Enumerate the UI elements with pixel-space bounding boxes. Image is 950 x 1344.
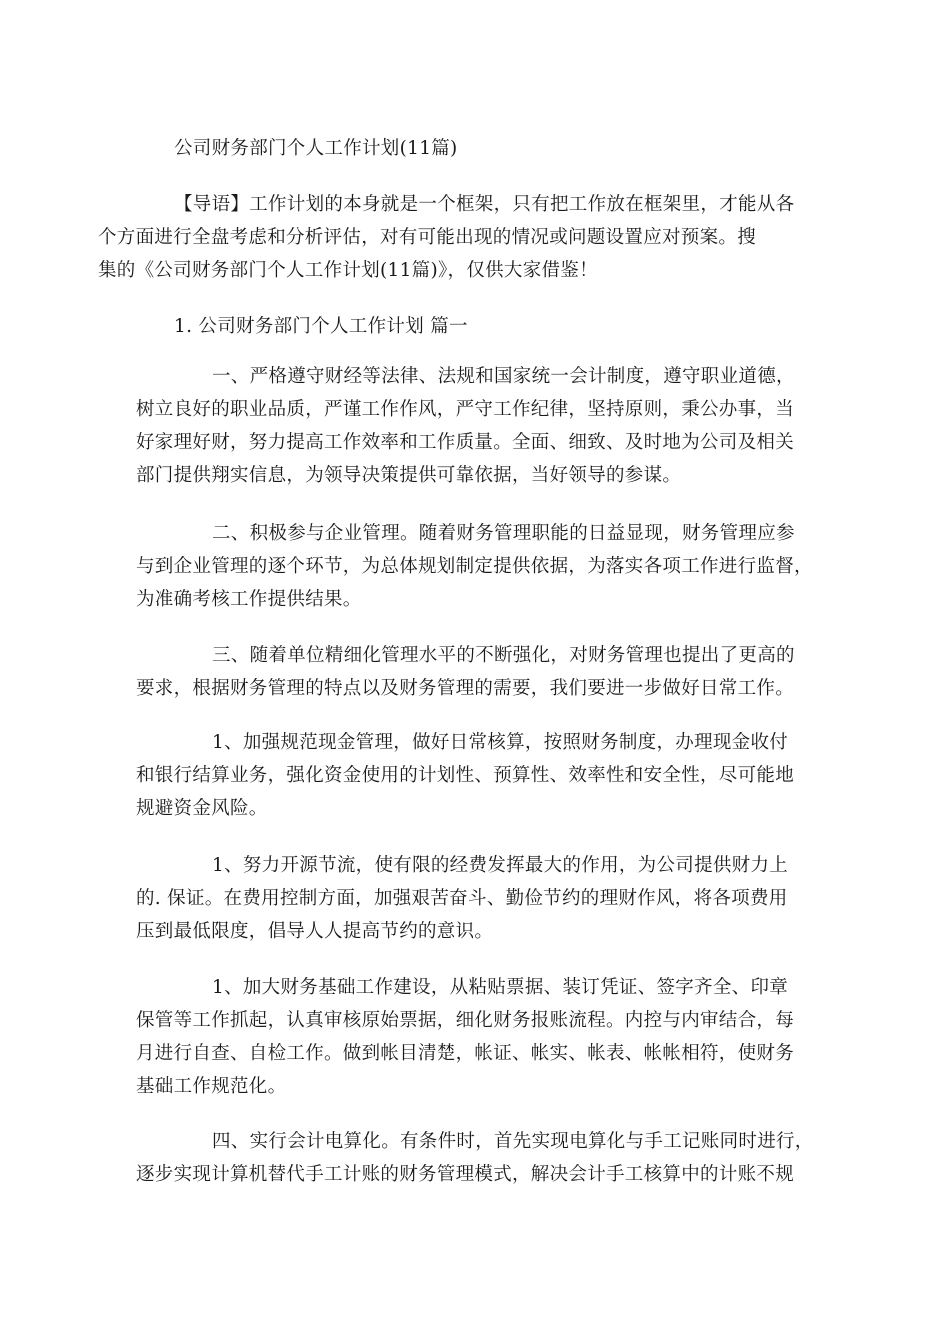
intro-paragraph	[98, 188, 816, 287]
paragraph-line: 二、积极参与企业管理。随着财务管理职能的日益显现，财务管理应参	[212, 523, 795, 544]
paragraph-1	[136, 360, 816, 492]
paragraph-3	[136, 639, 816, 705]
paragraph-4	[136, 726, 816, 825]
paragraph-line: 逐步实现计算机替代手工计账的财务管理模式，解决会计手工核算中的计账不规	[136, 1164, 795, 1185]
intro-line: 个方面进行全盘考虑和分析评估，对有可能出现的情况或问题设置应对预案。搜	[98, 227, 757, 248]
paragraph-line: 保管等工作抓起，认真审核原始票据，细化财务报账流程。内控与内审结合，每	[136, 1010, 795, 1031]
paragraph-line: 的. 保证。在费用控制方面，加强艰苦奋斗、勤俭节约的理财作风，将各项费用	[136, 888, 788, 909]
paragraph-line: 1、加强规范现金管理，做好日常核算，按照财务制度，办理现金收付	[212, 732, 789, 753]
paragraph-line: 为准确考核工作提供结果。	[136, 589, 362, 610]
paragraph-5	[136, 849, 816, 948]
paragraph-line: 要求，根据财务管理的特点以及财务管理的需要，我们要进一步做好日常工作。	[136, 678, 795, 699]
document-title: 公司财务部门个人工作计划(11篇)	[174, 138, 458, 159]
paragraph-line: 1、加大财务基础工作建设，从粘贴票据、装订凭证、签字齐全、印章	[212, 977, 789, 998]
paragraph-line: 基础工作规范化。	[136, 1076, 287, 1097]
paragraph-line: 与到企业管理的逐个环节，为总体规划制定提供依据，为落实各项工作进行监督，	[136, 556, 813, 577]
paragraph-line: 一、严格遵守财经等法律、法规和国家统一会计制度，遵守职业道德，	[212, 366, 795, 387]
paragraph-line: 月进行自查、自检工作。做到帐目清楚，帐证、帐实、帐表、帐帐相符，使财务	[136, 1043, 795, 1064]
paragraph-line: 三、随着单位精细化管理水平的不断强化，对财务管理也提出了更高的	[212, 645, 795, 666]
paragraph-line: 规避资金风险。	[136, 798, 268, 819]
intro-line: 集的《公司财务部门个人工作计划(11篇)》，仅供大家借鉴！	[98, 260, 598, 281]
intro-line: 【导语】工作计划的本身就是一个框架，只有把工作放在框架里，才能从各	[174, 194, 795, 215]
paragraph-line: 四、实行会计电算化。有条件时，首先实现电算化与手工记账同时进行，	[212, 1131, 814, 1152]
paragraph-line: 好家理好财，努力提高工作效率和工作质量。全面、细致、及时地为公司及相关	[136, 432, 795, 453]
paragraph-line: 压到最低限度，倡导人人提高节约的意识。	[136, 921, 494, 942]
paragraph-2	[136, 517, 816, 616]
paragraph-line: 部门提供翔实信息，为领导决策提供可靠依据，当好领导的参谋。	[136, 465, 682, 486]
section-heading: 1. 公司财务部门个人工作计划 篇一	[174, 316, 468, 337]
paragraph-line: 1、努力开源节流，使有限的经费发挥最大的作用，为公司提供财力上	[212, 855, 789, 876]
paragraph-7	[136, 1125, 816, 1191]
paragraph-6	[136, 971, 816, 1103]
paragraph-line: 树立良好的职业品质，严谨工作作风，严守工作纪律，坚持原则，秉公办事，当	[136, 399, 795, 420]
paragraph-line: 和银行结算业务，强化资金使用的计划性、预算性、效率性和安全性，尽可能地	[136, 765, 795, 786]
